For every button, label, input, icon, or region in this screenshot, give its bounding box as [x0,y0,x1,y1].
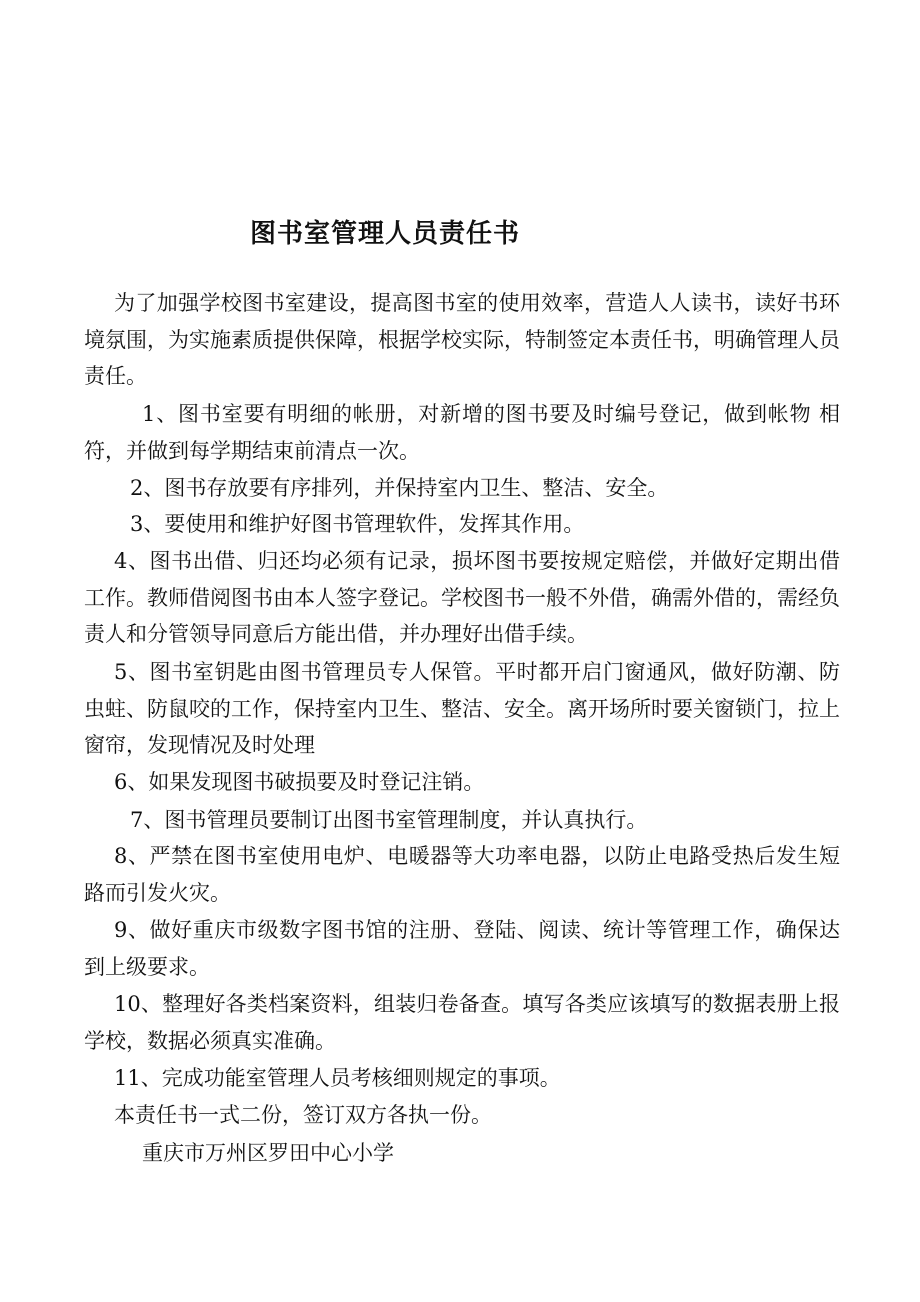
clause-9: 9、做好重庆市级数字图书馆的注册、登陆、阅读、统计等管理工作，确保达到上级要求。 [84,918,840,979]
clause-8: 8、严禁在图书室使用电炉、电暖器等大功率电器，以防止电路受热后发生短路而引发火灾。 [84,844,840,905]
closing-paragraph: 本责任书一式二份，签订双方各执一份。 [114,1103,492,1127]
clause-5: 5、图书室钥匙由图书管理员专人保管。平时都开启门窗通风，做好防潮、防虫蛀、防鼠咬的工作，保持室内卫生、整洁、安全。离开场所时要关窗锁门，拉上窗帘，发现情况及时处理 [84,660,840,757]
clause-2: 2、图书存放要有序排列，并保持室内卫生、整洁、安全。 [130,476,669,500]
clause-4: 4、图书出借、归还均必须有记录，损坏图书要按规定赔偿，并做好定期出借工作。教师借阅图书由本人签字登记。学校图书一般不外借，确需外借的，需经负责人和分管领导同意后方能出借，并办理好出借手续。 [84,549,840,646]
document-title: 图书室管理人员责任书 [250,219,521,249]
clause-1: 1、图书室要有明细的帐册，对新增的图书要及时编号登记，做到帐物 相符，并做到每学期结束前清点一次。 [84,402,840,463]
clause-6: 6、如果发现图书破损要及时登记注销。 [114,770,485,794]
clause-7: 7、图书管理员要制订出图书室管理制度，并认真执行。 [130,808,648,832]
clause-11: 11、完成功能室管理人员考核细则规定的事项。 [114,1066,561,1090]
signature-line: 重庆市万州区罗田中心小学 [142,1141,394,1165]
clause-3: 3、要使用和维护好图书管理软件，发挥其作用。 [130,512,585,536]
intro-paragraph: 为了加强学校图书室建设，提高图书室的使用效率，营造人人读书，读好书环境氛围，为实施素质提供保障，根据学校实际，特制签定本责任书，明确管理人员责任。 [84,291,840,388]
clause-10: 10、整理好各类档案资料，组装归卷备查。填写各类应该填写的数据表册上报学校，数据必须真实准确。 [84,992,840,1053]
